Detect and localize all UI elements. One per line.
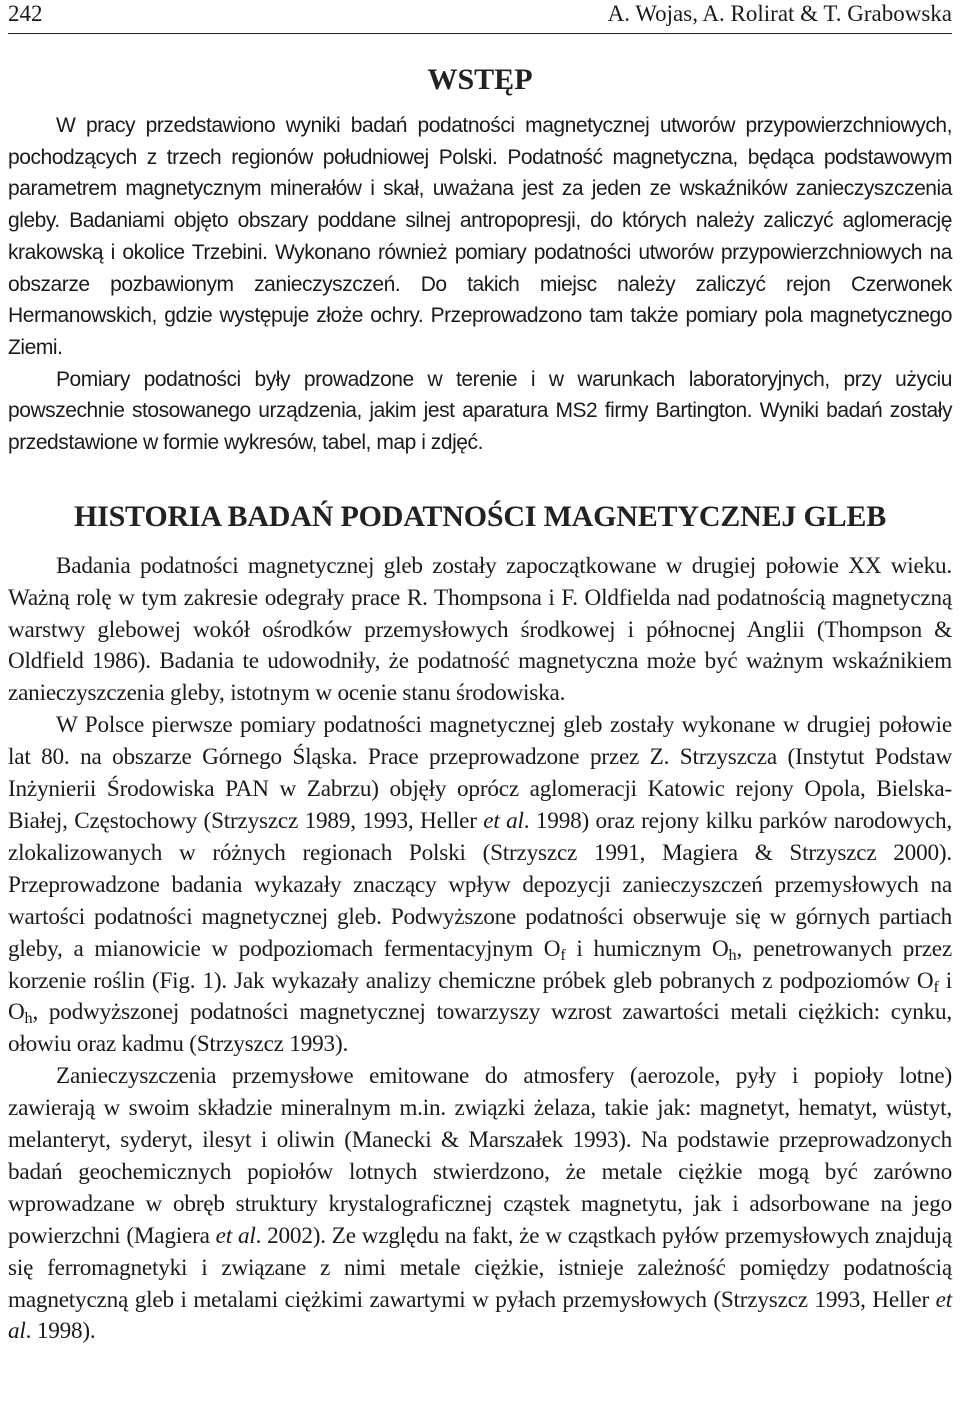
page-number: 242 xyxy=(8,1,43,26)
text-run: , podwyższonej podatności magnetycznej towarzyszy wzrost zawartości metali ciężkich: cynku, ołowiu oraz kadmu (Strzyszcz 1993). xyxy=(8,999,952,1058)
subscript: h xyxy=(24,1009,33,1028)
history-paragraph-2 xyxy=(8,710,952,1061)
subscript: f xyxy=(933,977,939,996)
et-al-italic: et al xyxy=(215,1222,256,1249)
intro-paragraph-2: Pomiary podatności były prowadzone w terenie i w warunkach laboratoryjnych, przy użyciu powszechnie stosowanego urządzenia, jakim jest aparatura MS2 firmy Bartington. Wyniki badań zostały przedstawione w formie wykresów, tabel, map i zdjęć. xyxy=(8,367,952,455)
running-authors: A. Wojas, A. Rolirat & T. Grabowska xyxy=(607,1,952,26)
text-run: , penetrowanych przez korzenie roślin (Fig. 1). Jak wykazały analizy chemiczne próbek gleb pobranych z podpoziomów O xyxy=(8,935,952,994)
text-run: i O xyxy=(8,967,952,1026)
text-run: Zanieczyszczenia przemysłowe emitowane do atmosfery (aerozole, pyły i popioły lotne) zawierają w swoim składzie mineralnym m.in. związki żelaza, takie jak: magnetyt, hematyt, wüstyt, melanteryt, syderyt, ilesyt i oliwin (Manecki & Marszałek 1993). Na podstawie przeprowadzonych badań geochemicznych popiołów lotnych stwierdzono, że metale ciężkie mogą być zarówno wprowadzane w obręb struktury krystalograficznej cząstek magnetytu, jak i adsorbowane na jego powierzchni (Magiera xyxy=(8,1063,952,1249)
history-paragraph-1: Badania podatności magnetycznej gleb zostały zapoczątkowane w drugiej połowie XX wieku. Ważną rolę w tym zakresie odegrały prace R. Thompsona i F. Oldfielda nad podatnością magnetyczną warstwy glebowej wokół ośrodków przemysłowych środkowej i północnej Anglii (Thompson & Oldfield 1986). Badania te udowodniły, że podatność magnetyczna może być ważnym wskaźnikiem zanieczyszczenia gleby, istotnym w ocenie stanu środowiska. xyxy=(8,552,952,707)
text-run: . 1998) oraz rejony kilku parków narodowych, zlokalizowanych w różnych regionach Polski (Strzyszcz 1991, Magiera & Strzyszcz 2000). Przeprowadzone badania wykazały znaczący wpływ depozycji zanieczyszczeń przemysłowych na wartości podatności magnetycznej gleb. Podwyższone podatności obserwuje się w górnych partiach gleby, a mianowicie w podpoziomach fermentacyjnym O xyxy=(8,807,952,962)
text-run: . 1998). xyxy=(25,1318,96,1345)
et-al-italic: et al xyxy=(8,1286,952,1345)
subscript: h xyxy=(728,945,737,964)
section-title-wstep: WSTĘP xyxy=(427,63,533,96)
history-paragraph-3 xyxy=(8,1061,952,1348)
section-title-historia: HISTORIA BADAŃ PODATNOŚCI MAGNETYCZNEJ GLEB xyxy=(73,499,887,533)
running-header xyxy=(8,0,952,34)
text-run: i humicznym O xyxy=(565,935,729,962)
et-al-italic: et al xyxy=(483,807,524,834)
text-run: . 2002). Ze względu na fakt, że w cząstkach pyłów przemysłowych znajdują się ferromagnetyki i związane z nimi metale ciężkie, istnieje zależność pomiędzy podatnością magnetyczną gleb i metalami ciężkimi zawartymi w pyłach przemysłowych (Strzyszcz 1993, Heller xyxy=(8,1222,952,1313)
subscript: f xyxy=(560,945,566,964)
intro-paragraph-1: W pracy przedstawiono wyniki badań podatności magnetycznej utworów przypowierzchniowych, pochodzących z trzech regionów południowej Polski. Podatność magnetyczna, będąca podstawowym parametrem magnetycznym minerałów i skał, uważana jest za jeden ze wskaźników zanieczyszczenia gleby. Badaniami objęto obszary poddane silnej antropopresji, do których należy zaliczyć aglomerację krakowską i okolice Trzebini. Wykonano również pomiary podatności utworów przypowierzchniowych na obszarze pozbawionym zanieczyszczeń. Do takich miejsc należy zaliczyć rejon Czerwonek Hermanowskich, gdzie występuje złoże ochry. Przeprowadzono tam także pomiary pola magnetycznego Ziemi. xyxy=(8,114,952,359)
text-run: W Polsce pierwsze pomiary podatności magnetycznej gleb zostały wykonane w drugiej połowie lat 80. na obszarze Górnego Śląska. Prace przeprowadzone przez Z. Strzyszcza (Instytut Podstaw Inżynierii Środowiska PAN w Zabrzu) objęły oprócz aglomeracji Katowic rejony Opola, Bielska-Białej, Częstochowy (Strzyszcz 1989, 1993, Heller xyxy=(8,712,952,834)
document-page xyxy=(8,0,952,1348)
